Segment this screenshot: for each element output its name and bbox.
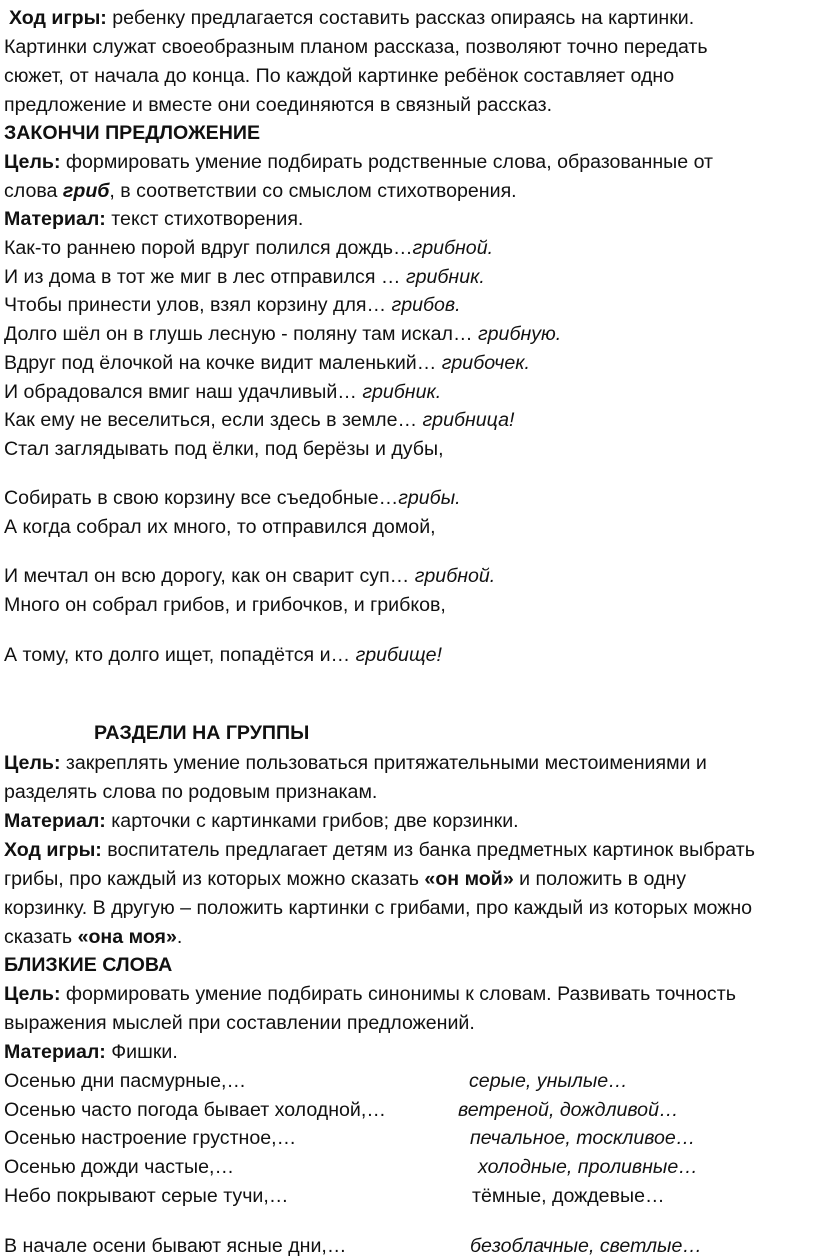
game3-material-text: Фишки.: [105, 1041, 178, 1063]
game2-course-quote-she: «она моя»: [77, 926, 177, 948]
poem-text: И мечтал он всю дорогу, как он сварит суп…: [4, 565, 415, 587]
synonym-answer: тёмные, дождевые…: [472, 1185, 665, 1207]
game3-goal-label: Цель:: [4, 983, 61, 1005]
poem-answer: грибница!: [422, 409, 515, 431]
game2-goal-line-2: разделять слова по родовым признакам.: [4, 781, 378, 803]
game2-course-line-1: [4, 838, 755, 862]
game2-course-line-4: [4, 925, 182, 949]
game2-goal-line-1: [4, 751, 707, 775]
game2-course-pre: грибы, про каждый из которых можно сказать: [4, 868, 425, 890]
poem-text: Долго шёл он в глушь лесную - поляну там искал…: [4, 323, 478, 345]
poem-line: [4, 643, 442, 667]
poem-text: И обрадовался вмиг наш удачливый…: [4, 381, 363, 403]
synonym-answer: ветреной, дождливой…: [458, 1099, 679, 1121]
poem-line: [4, 293, 461, 317]
poem-line: [4, 322, 561, 346]
game1-title: ЗАКОНЧИ ПРЕДЛОЖЕНИЕ: [4, 122, 261, 144]
poem-text: И из дома в тот же миг в лес отправился …: [4, 266, 406, 288]
game2-course-pre-4: сказать: [4, 926, 78, 948]
intro-label: Ход игры:: [9, 7, 107, 29]
game2-course-post-4: .: [176, 926, 183, 948]
poem-text: Много он собрал грибов, и грибочков, и грибков,: [4, 594, 446, 616]
game2-material-text: карточки с картинками грибов; две корзинки.: [105, 810, 519, 832]
poem-text: Чтобы принести улов, взял корзину для…: [4, 294, 392, 316]
poem-text: А тому, кто долго ищет, попадётся и…: [4, 644, 356, 666]
game1-goal-line-2: [4, 179, 517, 203]
poem-answer: грибочек.: [441, 352, 530, 374]
game2-material-line: [4, 809, 519, 833]
poem-text: Стал заглядывать под ёлки, под берёзы и дубы,: [4, 438, 444, 460]
synonym-answer: безоблачные, светлые…: [470, 1235, 702, 1257]
poem-line: [4, 564, 495, 588]
synonym-prompt: В начале осени бывают ясные дни,…: [4, 1235, 347, 1257]
game1-material-line: [4, 207, 303, 231]
poem-text: Как-то раннею порой вдруг полился дождь…: [4, 237, 413, 259]
poem-line: [4, 380, 441, 404]
synonym-answer: печальное, тоскливое…: [470, 1127, 696, 1149]
poem-line: [4, 265, 485, 289]
game1-material-text: текст стихотворения.: [105, 208, 304, 230]
game2-material-label: Материал:: [4, 810, 106, 832]
synonym-prompt: Небо покрывают серые тучи,…: [4, 1185, 289, 1207]
synonym-answer: холодные, проливные…: [478, 1156, 698, 1178]
poem-answer: грибную.: [477, 323, 562, 345]
synonym-prompt: Осенью настроение грустное,…: [4, 1127, 297, 1149]
game2-course-quote-he: «он мой»: [424, 868, 514, 890]
game1-material-label: Материал:: [4, 208, 106, 230]
game1-goal-line-1: [4, 150, 713, 174]
game2-course-text-1: воспитатель предлагает детям из банка предметных картинок выбрать: [101, 839, 755, 861]
game3-goal-text-1: формировать умение подбирать синонимы к словам. Развивать точность: [60, 983, 736, 1005]
game2-course-post: и положить в одну: [513, 868, 687, 890]
poem-text: Как ему не веселиться, если здесь в земле…: [4, 409, 423, 431]
game1-goal-text-1: формировать умение подбирать родственные слова, образованные от: [60, 151, 714, 173]
game1-goal-keyword: гриб: [62, 180, 110, 202]
poem-answer: грибов.: [391, 294, 461, 316]
poem-line: [4, 236, 493, 260]
poem-text: Вдруг под ёлочкой на кочке видит маленький…: [4, 352, 442, 374]
poem-answer: грибник.: [405, 266, 485, 288]
intro-line-4: предложение и вместе они соединяются в связный рассказ.: [4, 94, 553, 116]
synonym-answer: серые, унылые…: [469, 1070, 628, 1092]
game2-course-label: Ход игры:: [4, 839, 102, 861]
game1-goal-pre: слова: [4, 180, 63, 202]
intro-line-3: сюжет, от начала до конца. По каждой картинке ребёнок составляет одно: [4, 65, 675, 87]
poem-answer: грибной.: [412, 237, 494, 259]
game3-title: БЛИЗКИЕ СЛОВА: [4, 954, 173, 976]
game2-title: РАЗДЕЛИ НА ГРУППЫ: [94, 722, 310, 744]
game3-goal-line-2: выражения мыслей при составлении предложений.: [4, 1012, 475, 1034]
game2-course-line-3: корзинку. В другую – положить картинки с грибами, про каждый из которых можно: [4, 897, 753, 919]
game3-goal-line-1: [4, 982, 736, 1006]
intro-line-1: [9, 6, 694, 30]
game3-material-line: [4, 1040, 178, 1064]
poem-line: [4, 515, 436, 539]
game1-goal-label: Цель:: [4, 151, 61, 173]
poem-text: А когда собрал их много, то отправился домой,: [4, 516, 436, 538]
game2-goal-text-1: закреплять умение пользоваться притяжательными местоимениями и: [60, 752, 707, 774]
poem-line: [4, 408, 514, 432]
poem-line: [4, 486, 461, 510]
game3-material-label: Материал:: [4, 1041, 106, 1063]
synonym-prompt: Осенью дни пасмурные,…: [4, 1070, 247, 1092]
game2-course-line-2: [4, 867, 686, 891]
intro-line-2: Картинки служат своеобразным планом рассказа, позволяют точно передать: [4, 36, 708, 58]
game2-goal-label: Цель:: [4, 752, 61, 774]
poem-line: [4, 437, 444, 461]
poem-answer: грибник.: [362, 381, 442, 403]
poem-text: Собирать в свою корзину все съедобные…: [4, 487, 399, 509]
poem-answer: грибы.: [398, 487, 461, 509]
game1-goal-post: , в соответствии со смыслом стихотворения.: [109, 180, 517, 202]
poem-answer: грибной.: [414, 565, 496, 587]
synonym-prompt: Осенью часто погода бывает холодной,…: [4, 1099, 386, 1121]
intro-text-1: ребенку предлагается составить рассказ опираясь на картинки.: [106, 7, 695, 29]
synonym-prompt: Осенью дожди частые,…: [4, 1156, 235, 1178]
poem-line: [4, 351, 530, 375]
poem-answer: грибище!: [355, 644, 442, 666]
poem-line: [4, 593, 446, 617]
